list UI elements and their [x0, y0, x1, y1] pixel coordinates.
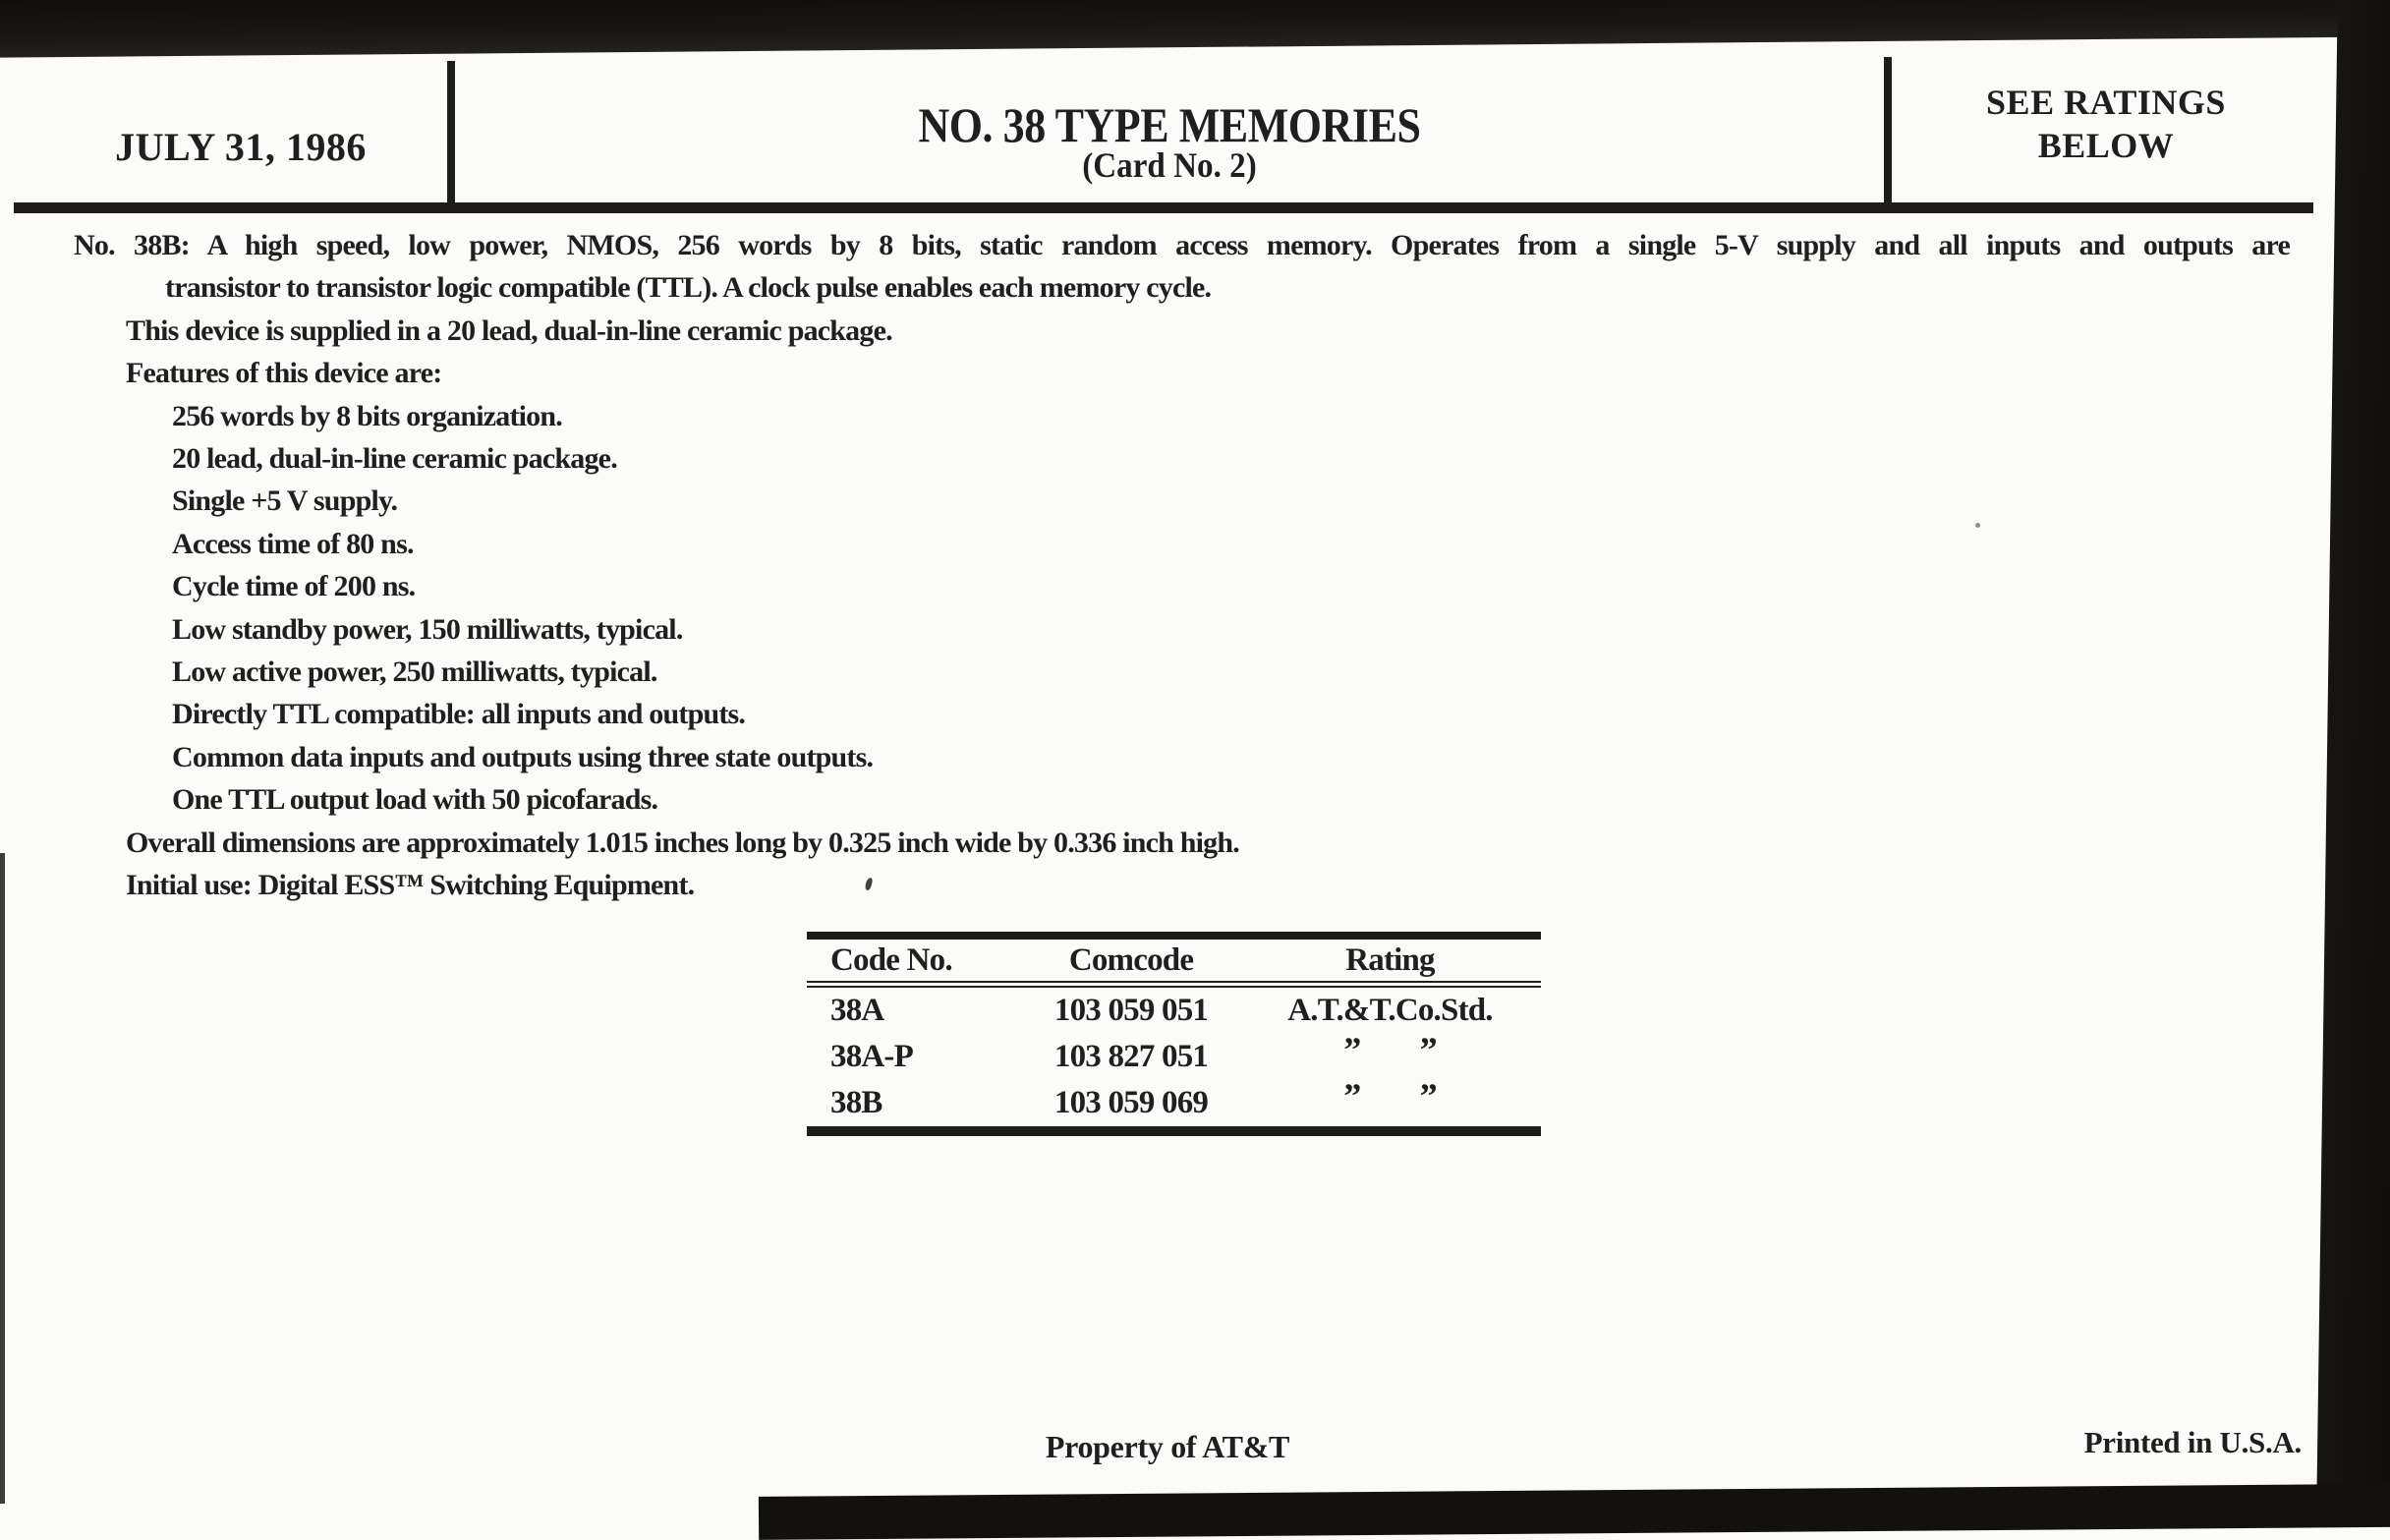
table-rule-bottom [807, 1126, 1541, 1136]
ratings-table [807, 932, 1541, 1136]
feature-item: 20 lead, dual-in-line ceramic package. [172, 442, 617, 476]
dimensions-line: Overall dimensions are approximately 1.015 inches long by 0.325 inch wide by 0.336 inch high. [126, 826, 1239, 859]
cell-comcode: 103 059 051 [1053, 993, 1209, 1028]
header-divider-right [1884, 57, 1892, 204]
ratings-note-line2: BELOW [2037, 126, 2175, 165]
cell-comcode: 103 059 069 [1053, 1085, 1209, 1120]
feature-item: Low active power, 250 milliwatts, typical. [172, 656, 657, 689]
cell-code: 38A-P [830, 1039, 913, 1074]
cell-rating-ditto: ” ” [1343, 1029, 1437, 1069]
table-rule-header [807, 981, 1541, 988]
header-divider-left [447, 61, 455, 204]
initial-use-line: Initial use: Digital ESS™ Switching Equipment. [126, 869, 695, 902]
feature-item: Directly TTL compatible: all inputs and outputs. [172, 698, 746, 731]
description-text [74, 224, 2290, 907]
cell-comcode: 103 827 051 [1053, 1039, 1209, 1074]
table-row [807, 1029, 1541, 1080]
scan-edge-top [0, 0, 2390, 58]
features-heading: Features of this device are: [126, 357, 442, 390]
column-header-code-no: Code No. [830, 941, 952, 978]
scan-edge-left [0, 853, 5, 1504]
feature-item: One TTL output load with 50 picofarads. [172, 783, 658, 817]
description-line: transistor to transistor logic compatible (TTL). A clock pulse enables each memory cycle. [165, 271, 1212, 305]
description-line: This device is supplied in a 20 lead, dual-in-line ceramic package. [126, 314, 892, 347]
table-header-row [807, 940, 1541, 981]
document-title: NO. 38 TYPE MEMORIES [918, 97, 1421, 152]
issue-date: JULY 31, 1986 [115, 125, 367, 169]
table-row [807, 1075, 1541, 1126]
header-rule [14, 202, 2313, 213]
table-row [807, 988, 1541, 1034]
feature-item: Common data inputs and outputs using three state outputs. [172, 740, 874, 773]
property-notice: Property of AT&T [1045, 1429, 1290, 1464]
scan-edge-bottom [759, 1483, 2390, 1540]
column-header-rating: Rating [1345, 941, 1435, 978]
cell-code: 38A [830, 993, 884, 1028]
table-rule-top [807, 932, 1541, 940]
printed-in-usa: Printed in U.S.A. [2083, 1425, 2302, 1459]
column-header-comcode: Comcode [1068, 941, 1194, 978]
scan-edge-right [2316, 0, 2390, 1520]
description-line: No. 38B: A high speed, low power, NMOS, 256 words by 8 bits, static random access memory. Operates from a single 5-V supply and all inputs and outputs are [74, 229, 2290, 261]
feature-item: Single +5 V supply. [172, 485, 398, 518]
document-subtitle: (Card No. 2) [1082, 145, 1257, 185]
cell-rating-ditto: ” ” [1343, 1075, 1437, 1115]
feature-item: 256 words by 8 bits organization. [172, 399, 562, 432]
cell-code: 38B [830, 1085, 882, 1120]
ratings-note-line1: SEE RATINGS [1986, 83, 2226, 122]
cell-rating: A.T.&T.Co.Std. [1287, 993, 1493, 1028]
ratings-note [1892, 81, 2320, 167]
feature-item: Access time of 80 ns. [172, 527, 414, 560]
feature-item: Cycle time of 200 ns. [172, 570, 416, 603]
feature-item: Low standby power, 150 milliwatts, typical. [172, 612, 683, 646]
